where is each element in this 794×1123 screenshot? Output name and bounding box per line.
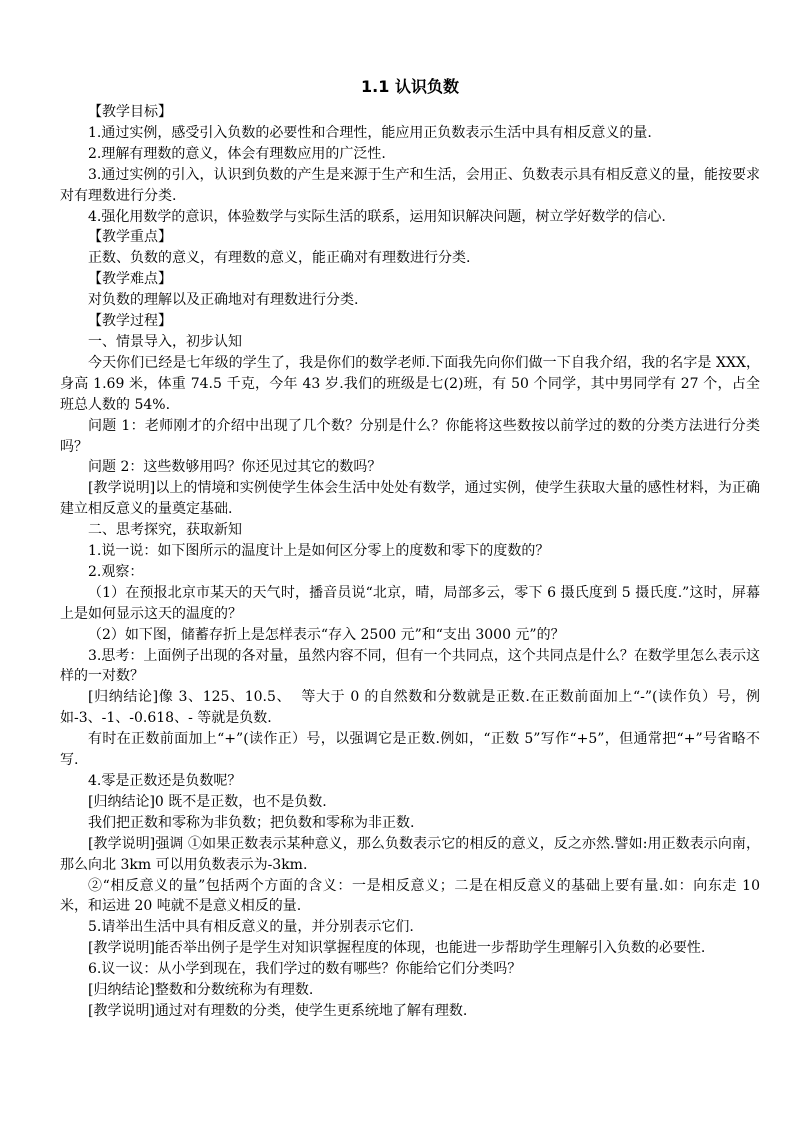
teaching-note-1: [教学说明]以上的情境和实例使学生体会生活中处处有数学，通过实例，使学生获取大量的感性材料，为正确建立相反意义的量奠定基础.: [60, 480, 760, 518]
conclusion-2: [归纳结论]0 既不是正数，也不是负数.: [88, 793, 327, 810]
difficulties-text: 对负数的理解以及正确地对有理数进行分类.: [88, 292, 359, 309]
activity-1: 1.说一说：如下图所示的温度计上是如何区分零上的度数和零下的度数的？: [88, 543, 550, 560]
activity-2-item-1: （1）在预报北京市某天的天气时，播音员说“北京，晴，局部多云，零下 6 摄氏度到 5 摄氏度.”这时，屏幕上是如何显示这天的温度的？: [60, 584, 760, 622]
non-negative-text: 我们把正数和零称为非负数；把负数和零称为非正数.: [88, 814, 415, 831]
question-1: 问题 1：老师刚才的介绍中出现了几个数？分别是什么？你能将这些数按以前学过的数的分类方法进行分类吗？: [60, 417, 760, 455]
objective-2: 2.理解有理数的意义，体会有理数应用的广泛性.: [88, 145, 386, 162]
section-heading-objectives: 【教学目标】: [88, 104, 172, 120]
teaching-note-3: [教学说明]能否举出例子是学生对知识掌握程度的体现，也能进一步帮助学生理解引入负数的必要性.: [88, 940, 706, 957]
conclusion-3: [归纳结论]整数和分数统称为有理数.: [88, 982, 314, 999]
teaching-note-2-cont: ②“相反意义的量”包括两个方面的含义：一是相反意义；二是在相反意义的基础上要有量.如：向东走 10 米，和运进 20 吨就不是意义相反的量.: [60, 877, 765, 915]
objective-3: 3.通过实例的引入，认识到负数的产生是来源于生产和生活，会用正、负数表示具有相反意义的量，能按要求对有理数进行分类.: [60, 166, 760, 204]
activity-2: 2.观察：: [88, 563, 144, 580]
conclusion-1-cont: 有时在正数前面加上“+”(读作正）号，以强调它是正数.例如，“正数 5”写作“+5”，但通常把“+”号省略不写.: [60, 731, 760, 769]
conclusion-1: [归纳结论]像 3、125、10.5、 等大于 0 的自然数和分数就是正数.在正数前面加上“-”(读作负）号，例如-3、-1、-0.618、- 等就是负数.: [60, 689, 760, 727]
objective-4: 4.强化用数学的意识，体验数学与实际生活的联系，运用知识解决问题，树立学好数学的信心.: [88, 208, 666, 225]
process-step-2-heading: 二、思考探究，获取新知: [88, 522, 242, 539]
section-heading-key-points: 【教学重点】: [88, 229, 172, 246]
teaching-note-4: [教学说明]通过对有理数的分类，使学生更系统地了解有理数.: [88, 1002, 468, 1019]
activity-5: 5.请举出生活中具有相反意义的量，并分别表示它们.: [88, 919, 414, 936]
process-step-1-heading: 一、情景导入，初步认知: [88, 333, 242, 350]
intro-paragraph: 今天你们已经是七年级的学生了，我是你们的数学老师.下面我先向你们做一下自我介绍，我的名字是 XXX，身高 1.69 米，体重 74.5 千克，今年 43 岁.我们的班级是七(2)班，有 50 个同学，其中男同学有 27 个，占全班总人数的 54%.: [60, 354, 760, 413]
activity-2-item-2: （2）如下图，储蓄存折上是怎样表示“存入 2500 元”和“支出 3000 元”的？: [88, 626, 565, 643]
page-title: 1.1 认识负数: [361, 77, 459, 96]
question-2: 问题 2：这些数够用吗？你还见过其它的数吗？: [88, 459, 382, 476]
activity-6: 6.议一议：从小学到现在，我们学过的数有哪些？你能给它们分类吗？: [88, 961, 522, 978]
objective-1: 1.通过实例，感受引入负数的必要性和合理性，能应用正负数表示生活中具有相反意义的量.: [88, 124, 652, 141]
section-heading-process: 【教学过程】: [88, 313, 172, 330]
document-page: [60, 76, 765, 1022]
teaching-note-2: [教学说明]强调 ①如果正数表示某种意义，那么负数表示它的相反的意义，反之亦然.譬如:用正数表示向南，那么向北 3km 可以用负数表示为-3km.: [60, 835, 760, 873]
activity-4: 4.零是正数还是负数呢？: [88, 773, 242, 789]
activity-3: 3.思考：上面例子出现的各对量，虽然内容不同，但有一个共同点，这个共同点是什么？在数学里怎么表示这样的一对数？: [60, 647, 760, 685]
key-points-text: 正数、负数的意义，有理数的意义，能正确对有理数进行分类.: [88, 250, 471, 267]
section-heading-difficulties: 【教学难点】: [88, 271, 172, 288]
